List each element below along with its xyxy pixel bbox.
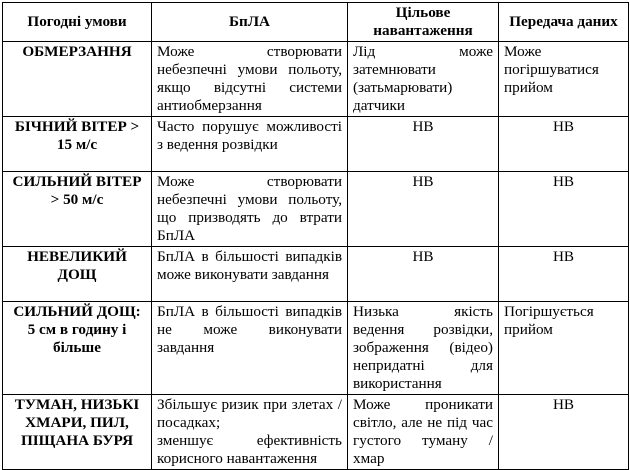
- cell-condition: СИЛЬНИЙ ВІТЕР > 50 м/с: [3, 172, 152, 247]
- cell-data: НВ: [499, 247, 629, 302]
- table-header-row: [3, 3, 629, 42]
- table-row: [3, 247, 629, 302]
- header-weather: Погодні умови: [3, 3, 152, 42]
- weather-conditions-table: [2, 2, 629, 470]
- cell-uav: Може створювати небезпечні умови польоту, що призводять до втрати БпЛА: [152, 172, 348, 247]
- table-row: [3, 302, 629, 395]
- cell-uav: БпЛА в більшості випадків може виконувати завдання: [152, 247, 348, 302]
- table-row: [3, 42, 629, 117]
- cell-data: Погіршується прийом: [499, 302, 629, 395]
- table-row: [3, 395, 629, 470]
- cell-uav: Часто порушує можливості з ведення розвідки: [152, 117, 348, 172]
- cell-payload: НВ: [348, 247, 499, 302]
- cell-uav: Може створювати небезпечні умови польоту, якщо відсутні системи антиобмерзання: [152, 42, 348, 117]
- cell-condition: ТУМАН, НИЗЬКІ ХМАРИ, ПИЛ, ПІЩАНА БУРЯ: [3, 395, 152, 470]
- cell-data: Може погіршуватися прийом: [499, 42, 629, 117]
- cell-data: НВ: [499, 172, 629, 247]
- cell-payload: Лід може затемнювати (затьмарювати) датчики: [348, 42, 499, 117]
- cell-uav: БпЛА в більшості випадків не може виконувати завдання: [152, 302, 348, 395]
- cell-payload: НВ: [348, 117, 499, 172]
- cell-condition: ОБМЕРЗАННЯ: [3, 42, 152, 117]
- cell-condition: НЕВЕЛИКИЙ ДОЩ: [3, 247, 152, 302]
- cell-condition: БІЧНИЙ ВІТЕР > 15 м/с: [3, 117, 152, 172]
- cell-payload: НВ: [348, 172, 499, 247]
- table-row: [3, 172, 629, 247]
- cell-payload: Низька якість ведення розвідки, зображення (відео) непридатні для використання: [348, 302, 499, 395]
- header-data-transmission: Передача даних: [499, 3, 629, 42]
- cell-condition: СИЛЬНИЙ ДОЩ: 5 см в годину і більше: [3, 302, 152, 395]
- header-uav: БпЛА: [152, 3, 348, 42]
- header-payload: Цільове навантаження: [348, 3, 499, 42]
- cell-uav: Збільшує ризик при злетах / посадках; зменшує ефективність корисного навантаження: [152, 395, 348, 470]
- cell-payload: Може проникати світло, але не під час густого туману / хмар: [348, 395, 499, 470]
- cell-data: НВ: [499, 117, 629, 172]
- table-row: [3, 117, 629, 172]
- cell-data: НВ: [499, 395, 629, 470]
